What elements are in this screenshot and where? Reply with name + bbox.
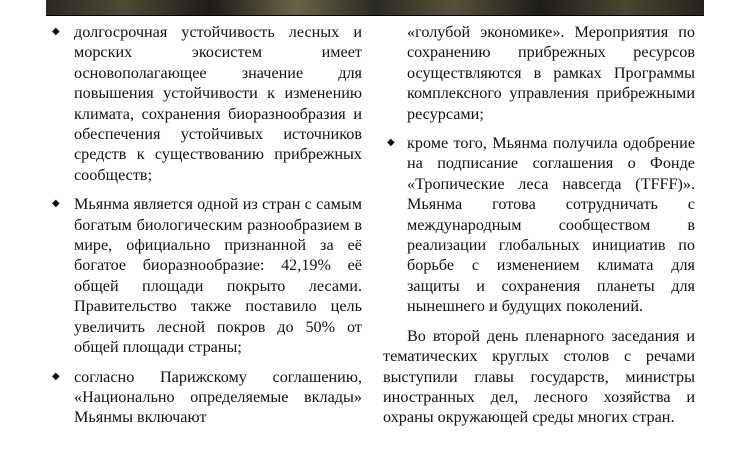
list-item [46, 367, 362, 428]
list-item [46, 194, 362, 357]
list-item-text: кроме того, Мьянма получила одобрение на подписание соглашения о Фонде «Тропические леса навсегда (TFFF)». Мьянма готова сотрудничать с международным сообществом в реализации глобальных инициатив по борьбе с изменением климата для защиты и сохранения планеты для нынешнего и будущих поколений. [407, 134, 695, 316]
list-item-text: согласно Парижскому соглашению, «Национально определяемые вклады» Мьянмы включают [74, 367, 362, 427]
list-item [46, 22, 362, 185]
body-paragraph: Во второй день пленарного заседания и тематических круглых столов с речами выступили главы государств, министры иностранных дел, лесного хозяйства и охраны окружающей среды многих стран. [383, 326, 695, 427]
right-bullet-list [383, 133, 695, 317]
list-item-text: Мьянма является одной из стран с самым богатым биологическим разнообразием в мире, официально признанной за её богатое биоразнообразие: 42,19% её общей площади покрыто лесами. Правительство также поставило цель увеличить лесной покров до 50% от общей площади страны; [74, 195, 362, 357]
diamond-bullet-icon: ◆ [52, 198, 60, 210]
right-column [383, 22, 695, 428]
list-item-continuation: «голубой экономике». Мероприятия по сохранению прибрежных ресурсов осуществляются в рамках Программы комплексного управления прибрежными ресурсами; [407, 23, 695, 123]
list-item-text: долгосрочная устойчивость лесных и морских экосистем имеет основополагающее значение для повышения устойчивости к изменению климата, сохранения биоразнообразия и обеспечения устойчивых источников средств к существованию прибрежных сообществ; [74, 23, 362, 184]
header-photo [46, 0, 704, 16]
list-item [383, 133, 695, 317]
left-column [46, 22, 362, 437]
diamond-bullet-icon: ◆ [387, 137, 395, 149]
diamond-bullet-icon: ◆ [52, 26, 60, 37]
diamond-bullet-icon: ◆ [52, 370, 60, 382]
left-bullet-list [46, 22, 362, 428]
